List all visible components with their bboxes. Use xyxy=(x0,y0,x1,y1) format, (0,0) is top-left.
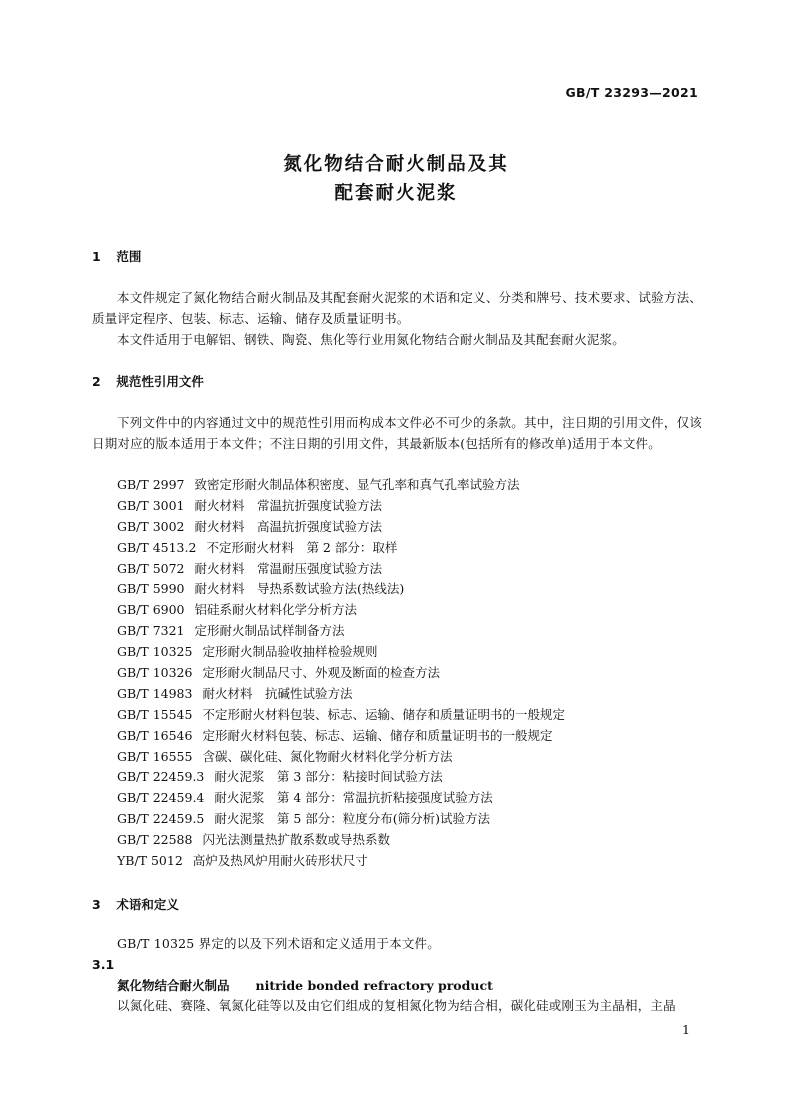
section-2-number: 2 xyxy=(92,374,101,389)
normative-refs-intro: 下列文件中的内容通过文中的规范性引用而构成本文件必不可少的条款。其中，注日期的引用文件，仅该日期对应的版本适用于本文件；不注日期的引用文件，其最新版本(包括所有的修改单)适用于本文件。 xyxy=(92,415,702,451)
reference-item xyxy=(117,600,565,621)
reference-item xyxy=(117,726,565,747)
reference-title: 耐火材料 抗碱性试验方法 xyxy=(202,685,353,701)
reference-item xyxy=(117,747,565,768)
reference-code: GB/T 3001 xyxy=(117,497,185,513)
reference-title: 耐火材料 常温耐压强度试验方法 xyxy=(194,560,383,576)
reference-item xyxy=(117,475,565,496)
reference-item xyxy=(117,830,565,851)
section-3-number: 3 xyxy=(92,897,101,912)
scope-paragraph-2: 本文件适用于电解铝、钢铁、陶瓷、焦化等行业用氮化物结合耐火制品及其配套耐火泥浆。 xyxy=(117,332,626,347)
reference-item xyxy=(117,621,565,642)
reference-item xyxy=(117,559,565,580)
reference-title: 高炉及热风炉用耐火砖形状尺寸 xyxy=(192,853,368,869)
reference-item xyxy=(117,767,565,788)
reference-code: GB/T 16546 xyxy=(117,727,193,743)
reference-code: GB/T 4513.2 xyxy=(117,539,197,555)
reference-item xyxy=(117,851,565,872)
reference-item xyxy=(117,663,565,684)
section-3-heading xyxy=(92,895,179,913)
reference-code: GB/T 15545 xyxy=(117,706,193,722)
reference-title: 耐火材料 导热系数试验方法(热线法) xyxy=(194,581,405,597)
reference-title: 定形耐火材料包装、标志、运输、储存和质量证明书的一般规定 xyxy=(202,727,553,743)
reference-item xyxy=(117,538,565,559)
reference-item xyxy=(117,788,565,809)
reference-title: 耐火材料 高温抗折强度试验方法 xyxy=(194,518,383,534)
reference-title: 铝硅系耐火材料化学分析方法 xyxy=(194,602,358,618)
reference-title: 定形耐火制品尺寸、外观及断面的检查方法 xyxy=(202,665,440,681)
reference-item xyxy=(117,809,565,830)
reference-title: 定形耐火制品验收抽样检验规则 xyxy=(202,644,378,660)
reference-title: 含碳、碳化硅、氮化物耐火材料化学分析方法 xyxy=(202,748,453,764)
reference-item xyxy=(117,517,565,538)
reference-code: GB/T 2997 xyxy=(117,477,185,492)
terms-intro: GB/T 10325 界定的以及下列术语和定义适用于本文件。 xyxy=(117,936,440,951)
section-1-title: 范围 xyxy=(116,249,142,264)
reference-code: GB/T 10325 xyxy=(117,644,193,660)
reference-title: 不定形耐火材料包装、标志、运输、储存和质量证明书的一般规定 xyxy=(202,706,565,722)
reference-item xyxy=(117,642,565,663)
reference-code: GB/T 10326 xyxy=(117,665,193,681)
reference-code: GB/T 14983 xyxy=(117,685,193,701)
reference-item xyxy=(117,579,565,600)
reference-title: 闪光法测量热扩散系数或导热系数 xyxy=(202,832,390,848)
reference-item xyxy=(117,684,565,705)
term-english: nitride bonded refractory product xyxy=(255,978,493,993)
reference-title: 耐火泥浆 第 5 部分：粒度分布(筛分析)试验方法 xyxy=(214,811,491,827)
document-title-line-2: 配套耐火泥浆 xyxy=(334,183,458,204)
section-1-number: 1 xyxy=(92,249,101,264)
reference-title: 不定形耐火材料 第 2 部分：取样 xyxy=(206,539,398,555)
term-number: 3.1 xyxy=(92,957,115,972)
reference-code: GB/T 7321 xyxy=(117,623,185,639)
reference-title: 致密定形耐火制品体积密度、显气孔率和真气孔率试验方法 xyxy=(194,477,520,492)
term-chinese: 氮化物结合耐火制品 xyxy=(117,978,230,993)
reference-item xyxy=(117,496,565,517)
reference-title: 耐火泥浆 第 3 部分：粘接时间试验方法 xyxy=(214,769,443,785)
scope-paragraph-1: 本文件规定了氮化物结合耐火制品及其配套耐火泥浆的术语和定义、分类和牌号、技术要求、试验方法、质量评定程序、包装、标志、运输、储存及质量证明书。 xyxy=(92,290,702,326)
reference-code: GB/T 22588 xyxy=(117,832,193,848)
page-number: 1 xyxy=(682,1022,690,1037)
reference-code: GB/T 5072 xyxy=(117,560,185,576)
reference-title: 耐火泥浆 第 4 部分：常温抗折粘接强度试验方法 xyxy=(214,790,493,806)
reference-item xyxy=(117,705,565,726)
reference-code: YB/T 5012 xyxy=(117,853,183,869)
reference-list xyxy=(117,475,565,872)
reference-code: GB/T 22459.4 xyxy=(117,790,205,806)
section-2-heading xyxy=(92,372,204,390)
reference-title: 耐火材料 常温抗折强度试验方法 xyxy=(194,497,383,513)
section-2-title: 规范性引用文件 xyxy=(116,374,204,389)
term-definition: 以氮化硅、赛隆、氧氮化硅等以及由它们组成的复相氮化物为结合相，碳化硅或刚玉为主晶相，主晶 xyxy=(117,998,676,1013)
reference-code: GB/T 16555 xyxy=(117,748,193,764)
document-number: GB/T 23293—2021 xyxy=(565,85,698,100)
reference-code: GB/T 5990 xyxy=(117,581,185,597)
reference-title: 定形耐火制品试样制备方法 xyxy=(194,623,345,639)
reference-code: GB/T 6900 xyxy=(117,602,185,618)
reference-code: GB/T 22459.5 xyxy=(117,811,205,827)
document-title-line-1: 氮化物结合耐火制品及其 xyxy=(283,154,509,175)
reference-code: GB/T 3002 xyxy=(117,518,185,534)
section-1-heading xyxy=(92,247,141,265)
term-entry xyxy=(117,976,493,994)
reference-code: GB/T 22459.3 xyxy=(117,769,205,785)
section-3-title: 术语和定义 xyxy=(116,897,179,912)
